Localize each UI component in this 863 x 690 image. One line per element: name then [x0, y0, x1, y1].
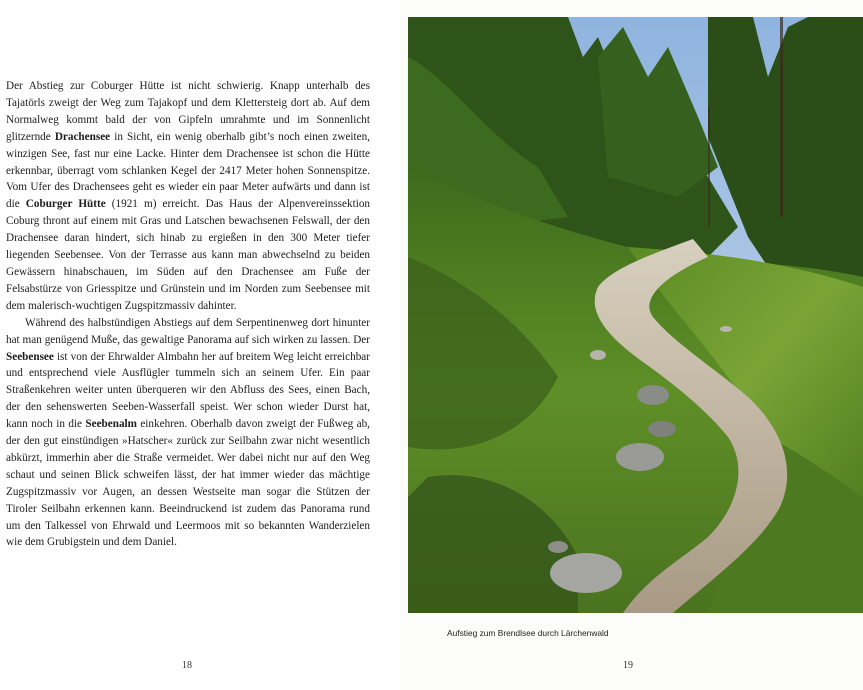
bold-term-seebensee: Seebensee: [6, 350, 54, 363]
bold-term-seebenalm: Seebenalm: [85, 418, 137, 431]
bold-term-coburger-huette: Coburger Hütte: [25, 198, 106, 211]
bold-term-drachensee: Drachensee: [54, 130, 111, 143]
photo-caption: Aufstieg zum Brendlsee durch Lärchenwald: [447, 628, 609, 638]
paragraph-1: [6, 78, 370, 315]
text-run: ist von der Ehrwalder Almbahn her auf breitem Weg leicht erreichbar und entsprechend viele Ausflügler tummeln sich an seinem Ufer. Ein paar Straßenkehren weiter unten überqueren wir den Abfluss des Sees, einen Bach, der den sehenswerten Seeben-Wasserfall speist. Wer schon wieder Durst hat, kann noch in die: [6, 350, 370, 431]
page-number-right: 19: [623, 660, 633, 671]
forest-trail-photo: [408, 17, 863, 613]
body-text: [6, 78, 370, 551]
text-run: einkehren. Oberhalb davon zweigt der Fußweg ab, der den gut einstündigen »Hatscher« zurück zur Seilbahn zwar nicht wesentlich abkürzt, immerhin aber die Straße vermeidet. Wer dabei nicht nur auf den Weg schaut und seinen Blick schweifen lässt, der hat immer wieder das mächtige Zugspitzmassiv vor Augen, an dessen Westseite man sogar die Stützen der Tiroler Seilbahn erkennen kann. Beeindruckend ist zudem das Panorama rund um den Talkessel von Ehrwald und Leermoos mit so bekannten Wanderzielen wie dem Grubigstein und dem Daniel.: [6, 418, 370, 549]
text-run: in Sicht, ein wenig oberhalb gibt’s noch einen zweiten, winzigen See, fast nur eine Lacke. Hinter dem Drachensee ist schon die Hütte erkennbar, überragt vom schlanken Kegel der 2417 Meter hohen Sonnenspitze. Vom Ufer des Drachensees geht es wieder ein paar Meter aufwärts und dann ist die: [6, 130, 370, 211]
page-number-left: 18: [182, 660, 192, 671]
paragraph-2: [6, 315, 370, 552]
left-page: [0, 0, 400, 690]
text-run: Während des halbstündigen Abstiegs auf dem Serpentinenweg dort hinunter hat man genügend Muße, das gewaltige Panorama auf sich wirken zu lassen. Der: [6, 316, 370, 346]
text-run: Der Abstieg zur Coburger Hütte ist nicht schwierig. Knapp unterhalb des Tajatörls zweigt der Weg zum Tajakopf und dem Klettersteig dort ab. Auf dem Normalweg kommt bald der von Gipfeln umrahmte und im Sonnenlicht glitzernde: [6, 80, 370, 143]
right-page: [400, 0, 863, 690]
text-run: (1921 m) erreicht. Das Haus der Alpenvereinssektion Coburg thront auf einem mit Gras und Latschen bewachsenen Felswall, der den Drachensee daran hindert, sich hinab zu ergießen in den 300 Meter tiefer liegenden Seebensee. Von der Terrasse aus kann man abwechselnd zu beiden Gewässern hinabschauen, im Süden auf den Drachensee am Fuße der Felsabstürze von Griesspitze und Grünstein und im Norden zum Seebensee mit dem malerisch-wuchtigen Zugspitzmassiv dahinter.: [6, 198, 371, 312]
photo-illustration: [408, 17, 863, 613]
